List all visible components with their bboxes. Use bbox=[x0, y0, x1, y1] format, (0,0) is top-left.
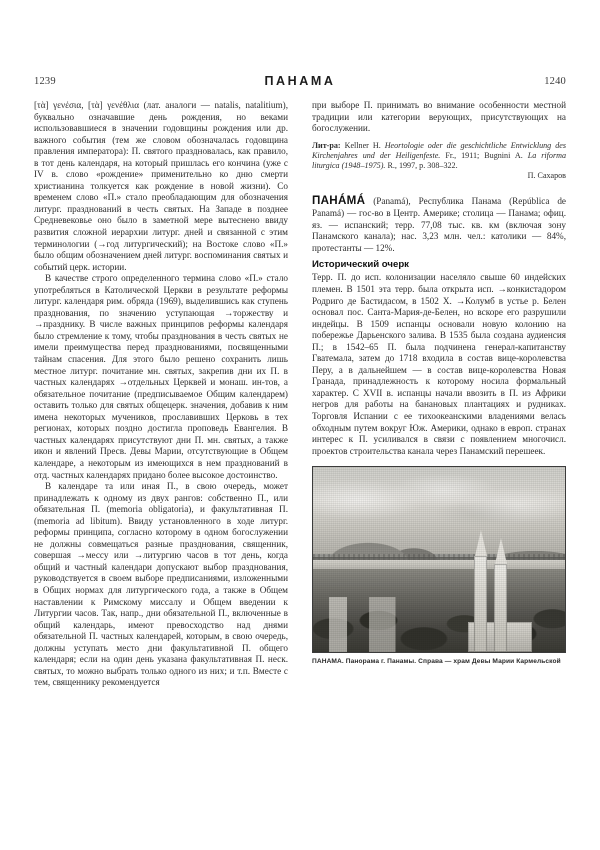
running-head: ПАНАМА bbox=[264, 74, 336, 88]
literature-title-1: Heortologie oder die geschichtliche Entwicklung des Kirchenjahres und der Heiligenfeste. bbox=[312, 140, 566, 160]
paragraph-continuation: при выборе П. принимать во внимание особенности местной традиции или категории верующих, присутствующих на богослужении. bbox=[312, 100, 566, 134]
figure-panama-panorama bbox=[312, 466, 566, 667]
figure-caption-lead: ПАНАМА. bbox=[312, 658, 344, 666]
entry-lemma: ПАНÁМÁ bbox=[312, 194, 366, 208]
literature-author-2: Bugnini A. bbox=[484, 150, 523, 160]
figure-image bbox=[312, 466, 566, 653]
paragraph-ranks: В календаре та или иная П., в свою очередь, может принадлежать к одному из двух рангов: собственно П., или обязательная П. (memoria obligatoria), и факультативная П. (memoria ad libitum). Ввиду установленного в ходе литург. реформы принципа, согласно которому в одном богослужении не должны совмещаться разные празднования, священник, совершая →мессу или →литургию часов в тот день, когда общий и частный календари допускают выбор празднования, руководствуется в своем выборе предписаниями, изложенными в Общих нормах для литургического года, а также в Общем наставлении к Римскому миссалу и Общем введении к Литургии часов. Так, напр., дни обязательной П., включенные в общий календарь, имеют превосходство над днями обязательной П. частных календарей, которым, в свою очередь, должны уступать место дни факультативной П. общего календаря; если на один день указана факультативная П. неск. святых, то можно выбрать только одного из них; и т.п. Вместе с тем, священнику рекомендуется bbox=[34, 481, 288, 688]
column-right bbox=[312, 100, 566, 667]
paragraph-history: Терр. П. до исп. колонизации населяло свыше 60 индейских племен. В 1501 эта терр. была открыта исп. →конкистадором Родриго де Бастидасом, в 1502 Х. →Колумб в устье р. Белен основал пос. Санта-Мария-де-Белен, но вскоре его разрушили индейцы. В 1509 испанцы основали новую колонию на побережье Дарьенского залива. В 1535 была создана аудиенсия П.; в 1542–65 П. была подчинена генерал-капитанству Гватемала, затем до 1718 входила в состав вице-королевства Перу, а в дальнейшем — в состав вице-королевства Новая Гранада, принадлежность к которому носила формальный характер. С XVII в. испанцы начали ввозить в П. из Африки негров для работы на банановых плантациях и рудниках. Торговля Испании с ее тихоокеанскими владениями велась обходным путем вокруг Юж. Америки, однако в европ. странах интерес к П. усиливался в связи с появлением многочисл. проектов строительства канала через Панамский перешеек. bbox=[312, 272, 566, 456]
figure-caption bbox=[312, 658, 566, 667]
entry-lemma-original: (Panamá), bbox=[373, 196, 411, 207]
two-column-body bbox=[34, 100, 566, 760]
column-left bbox=[34, 100, 288, 689]
folio-right: 1240 bbox=[544, 76, 566, 87]
section-heading-history: Исторический очерк bbox=[312, 259, 409, 271]
entry-panama bbox=[312, 195, 566, 254]
literature-imprint-1: Fr., 1911; bbox=[445, 150, 480, 160]
photo-halftone-grain bbox=[313, 467, 565, 652]
literature-block bbox=[312, 141, 566, 172]
literature-label: Лит-ра: bbox=[312, 140, 341, 150]
figure-caption-text: Панорама г. Панамы. Справа — храм Девы Марии Кармельской bbox=[345, 658, 561, 666]
page-header bbox=[34, 76, 566, 96]
literature-imprint-2: R., 1997, p. 308–322. bbox=[387, 161, 458, 171]
entry-definition: Республика Панама (República de Panamá) — гос-во в Центр. Америке; столица — Панама; офиц. яз. — испанский; терр. 77,08 тыс. кв. км (включая зону Панамского канала); нас. 3,23 млн. чел.: католики — 84%, протестанты — 12%. bbox=[312, 196, 566, 253]
literature-author-1: Kellner H. bbox=[344, 140, 381, 150]
paragraph-term-usage: В качестве строго определенного термина слово «П.» стало употребляться в Католической Церкви в результате реформы литург. календаря рим. обряда (1969), выделившись как ступень празднования, по значению уступающая →торжеству и →празднику. В числе важных принципов реформы календаря было стремление к тому, чтобы празднования в честь святых не имели преимущества перед празднованиями, посвященными тайнам спасения. Для этого было решено сохранить лишь местное литург. почитание мн. святых, закрепив дни их П. в частных календарях →отдельных Церквей и монаш. ин-тов, а обязательное почитание (предписываемое Общим календарем) оставить только для святых общецерк. значения, добавив к ним имена некоторых мучеников, прославивших Церковь в тех регионах, которых поздно достигла проповедь Евангелия. В частных календарях присутствуют дни П. мн. святых, а также икон и явлений Пресв. Девы Марии, отсутствующие в Общем календаре, а некоторым из имеющихся в нем празднований в отд. частных календарях придано более высокое достоинство. bbox=[34, 273, 288, 480]
folio-left: 1239 bbox=[34, 76, 56, 87]
literature-title-2: La riforma liturgica (1948–1975). bbox=[312, 150, 567, 171]
article-signature: П. Сахаров bbox=[527, 171, 566, 181]
paragraph-etymology: [τὰ] γενέσια, [τὰ] γενέθλια (лат. аналоги — natalis, natalitium), буквально означавшие день рождения, но веками использовавшиеся в значении годовщины рождения или др. важного события (тем же словом обозначалась годовщина правления императора): П. святого праздновалась, как правило, в тот день календаря, на который пришлась его кончина (уже с IV в. слово «рождение» применительно ко дню смерти христианина толкуется как рождение в новой жизни). Со временем слово «П.» стало преобладающим для обозначения литург. празднований в честь святых. На Западе в позднее Средневековье оно было в заметной мере вытеснено ввиду развития сложной иерархии литург. дней и связанной с этим терминологии (→год литургический); на Востоке слово «П.» было общим обозначением дней литург. воспоминания святых и событий церк. истории. bbox=[34, 100, 288, 272]
